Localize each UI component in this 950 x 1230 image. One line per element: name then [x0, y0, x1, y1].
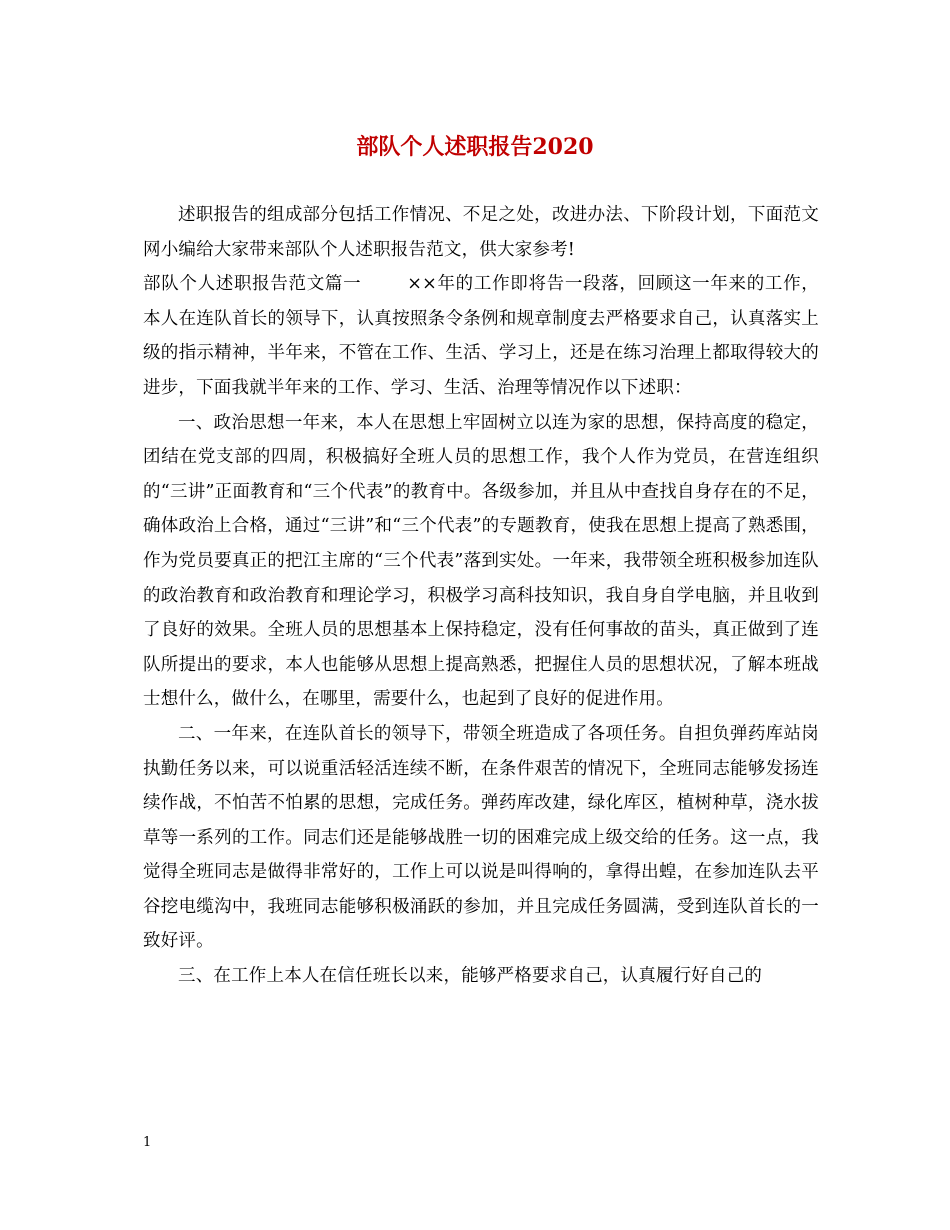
paragraph-work: 三、在工作上本人在信任班长以来，能够严格要求自己，认真履行好自己的	[178, 966, 763, 987]
intro-paragraph: 述职报告的组成部分包括工作情况、不足之处，改进办法、下阶段计划，下面范文网小编给大家带来部队个人述职报告范文，供大家参考!	[143, 205, 819, 260]
section-heading: 部队个人述职报告范文篇一	[143, 274, 362, 295]
section-opening: ××年的工作即将告一段落，回顾这一年来的工作，本人在连队首长的领导下，认真按照条令条例和规章制度去严格要求自己，认真落实上级的指示精神，半年来，不管在工作、生活、学习上，还是在练习治理上都取得较大的进步，下面我就半年来的工作、学习、生活、治理等情况作以下述职：	[143, 274, 819, 398]
paragraph-tasks: 二、一年来，在连队首长的领导下，带领全班造成了各项任务。自担负弹药库站岗执勤任务以来，可以说重活轻活连续不断，在条件艰苦的情况下，全班同志能够发扬连续作战，不怕苦不怕累的思想，完成任务。弹药库改建，绿化库区，植树种草，浇水拔草等一系列的工作。同志们还是能够战胜一切的困难完成上级交给的任务。这一点，我觉得全班同志是做得非常好的，工作上可以说是叫得响的，拿得出蝗，在参加连队去平谷挖电缆沟中，我班同志能够积极涌跃的参加，并且完成任务圆满，受到连队首长的一致好评。	[143, 723, 819, 952]
document-title: 部队个人述职报告2020	[356, 134, 594, 160]
section-paragraph	[143, 267, 819, 405]
page-number: 1	[143, 1135, 152, 1150]
paragraph-political: 一、政治思想一年来，本人在思想上牢固树立以连为家的思想，保持高度的稳定，团结在党支部的四周，积极搞好全班人员的思想工作，我个人作为党员，在营连组织的“三讲”正面教育和“三个代表”的教育中。各级参加，并且从中查找自身存在的不足，确体政治上合格，通过“三讲”和“三个代表”的专题教育，使我在思想上提高了熟悉围，作为党员要真正的把江主席的“三个代表”落到实处。一年来，我带领全班积极参加连队的政治教育和政治教育和理论学习，积极学习高科技知识，我自身自学电脑，并且收到了良好的效果。全班人员的思想基本上保持稳定，没有任何事故的苗头，真正做到了连队所提出的要求，本人也能够从思想上提高熟悉，把握住人员的思想状况，了解本班战士想什么，做什么，在哪里，需要什么，也起到了良好的促进作用。	[143, 412, 819, 710]
document-body	[143, 198, 819, 994]
